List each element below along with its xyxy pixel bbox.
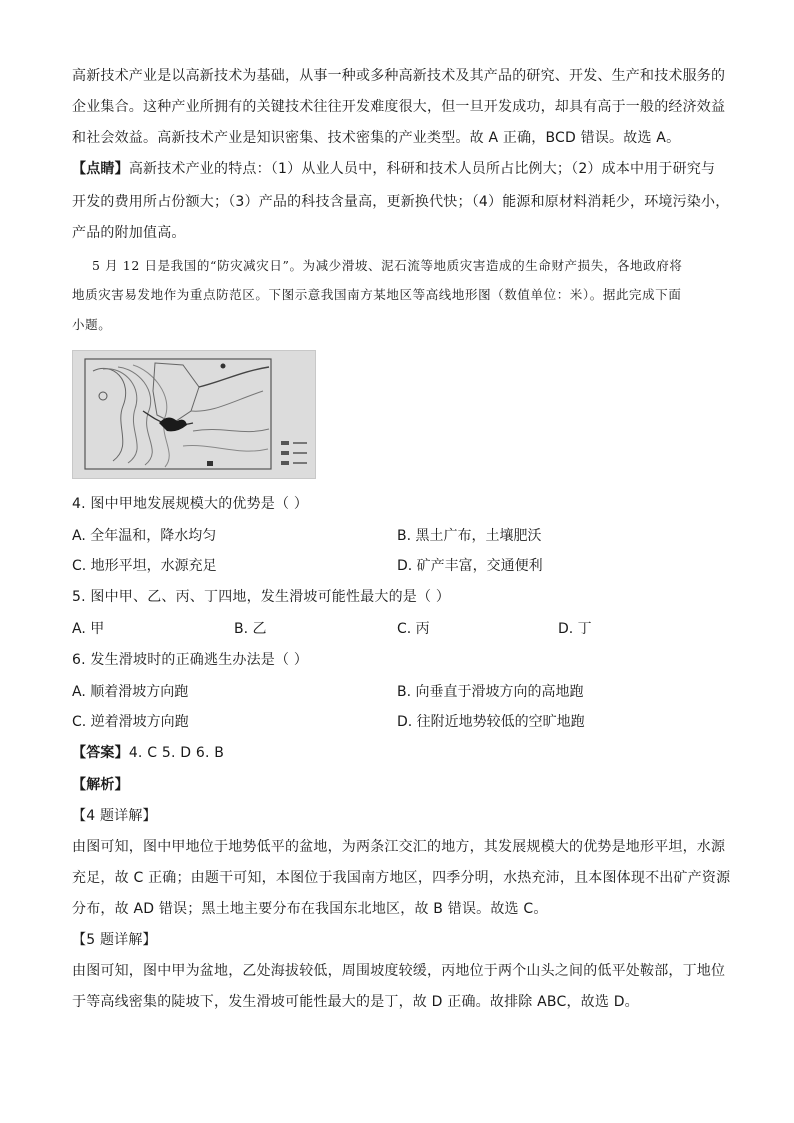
- question-stem: 6. 发生滑坡时的正确逃生办法是（ ）: [72, 652, 309, 668]
- option: C. 丙: [397, 621, 430, 637]
- point-text: 高新技术产业的特点：（1）从业人员中，科研和技术人员所占比例大；（2）成本中用于研究与: [128, 161, 716, 177]
- paragraph-line: 和社会效益。高新技术产业是知识密集、技术密集的产业类型。故 A 正确，BCD 错误。故选 A。: [72, 130, 681, 146]
- option: D. 往附近地势较低的空旷地跑: [397, 714, 585, 730]
- detail-tag: 【4 题详解】: [72, 808, 157, 824]
- detail-line: 由图可知，图中甲为盆地，乙处海拔较低，周围坡度较缓，丙地位于两个山头之间的低平处鞍部，丁地位: [72, 963, 726, 979]
- option: C. 地形平坦，水源充足: [72, 558, 217, 574]
- contour-map-drawing: [73, 351, 315, 478]
- point-line: [72, 159, 715, 179]
- analysis-tag: 【解析】: [72, 777, 129, 793]
- option: B. 向垂直于滑坡方向的高地跑: [397, 684, 584, 700]
- detail-line: 分布，故 AD 错误；黑土地主要分布在我国东北地区，故 B 错误。故选 C。: [72, 901, 548, 917]
- point-line: 开发的费用所占份额大；（3）产品的科技含量高，更新换代快；（4）能源和原材料消耗少，环境污染小，: [72, 194, 730, 210]
- answer-text: 4. C 5. D 6. B: [128, 745, 225, 761]
- detail-line: 由图可知，图中甲地位于地势低平的盆地，为两条江交汇的地方，其发展规模大的优势是地形平坦，水源: [72, 839, 726, 855]
- detail-line: 充足，故 C 正确；由题干可知，本图位于我国南方地区，四季分明，水热充沛，且本图体现不出矿产资源: [72, 870, 731, 886]
- intro-line: 地质灾害易发地作为重点防范区。下图示意我国南方某地区等高线地形图（数值单位：米）。据此完成下面: [72, 287, 682, 302]
- intro-line: 小题。: [72, 317, 112, 332]
- answer-tag: 【答案】: [72, 745, 129, 761]
- option: A. 甲: [72, 621, 105, 637]
- option: B. 黑土广布，土壤肥沃: [397, 528, 542, 544]
- question-stem: 4. 图中甲地发展规模大的优势是（ ）: [72, 496, 309, 512]
- option: C. 逆着滑坡方向跑: [72, 714, 189, 730]
- option: D. 丁: [558, 621, 592, 637]
- option: A. 全年温和，降水均匀: [72, 528, 217, 544]
- question-stem: 5. 图中甲、乙、丙、丁四地，发生滑坡可能性最大的是（ ）: [72, 589, 451, 605]
- paragraph-line: 高新技术产业是以高新技术为基础，从事一种或多种高新技术及其产品的研究、开发、生产和技术服务的: [72, 68, 726, 84]
- answer-line: [72, 743, 224, 763]
- contour-map-figure: [72, 350, 316, 479]
- intro-line: 5 月 12 日是我国的“防灾减灾日”。为减少滑坡、泥石流等地质灾害造成的生命财产损失，各地政府将: [92, 258, 683, 273]
- detail-tag: 【5 题详解】: [72, 932, 157, 948]
- option: A. 顺着滑坡方向跑: [72, 684, 189, 700]
- point-tag: 【点睛】: [72, 161, 129, 177]
- option: B. 乙: [234, 621, 267, 637]
- point-line: 产品的附加值高。: [72, 225, 186, 241]
- paragraph-line: 企业集合。这种产业所拥有的关键技术往往开发难度很大，但一旦开发成功，却具有高于一般的经济效益: [72, 99, 726, 115]
- option: D. 矿产丰富，交通便利: [397, 558, 543, 574]
- detail-line: 于等高线密集的陡坡下，发生滑坡可能性最大的是丁，故 D 正确。故排除 ABC，故选 D。: [72, 994, 639, 1010]
